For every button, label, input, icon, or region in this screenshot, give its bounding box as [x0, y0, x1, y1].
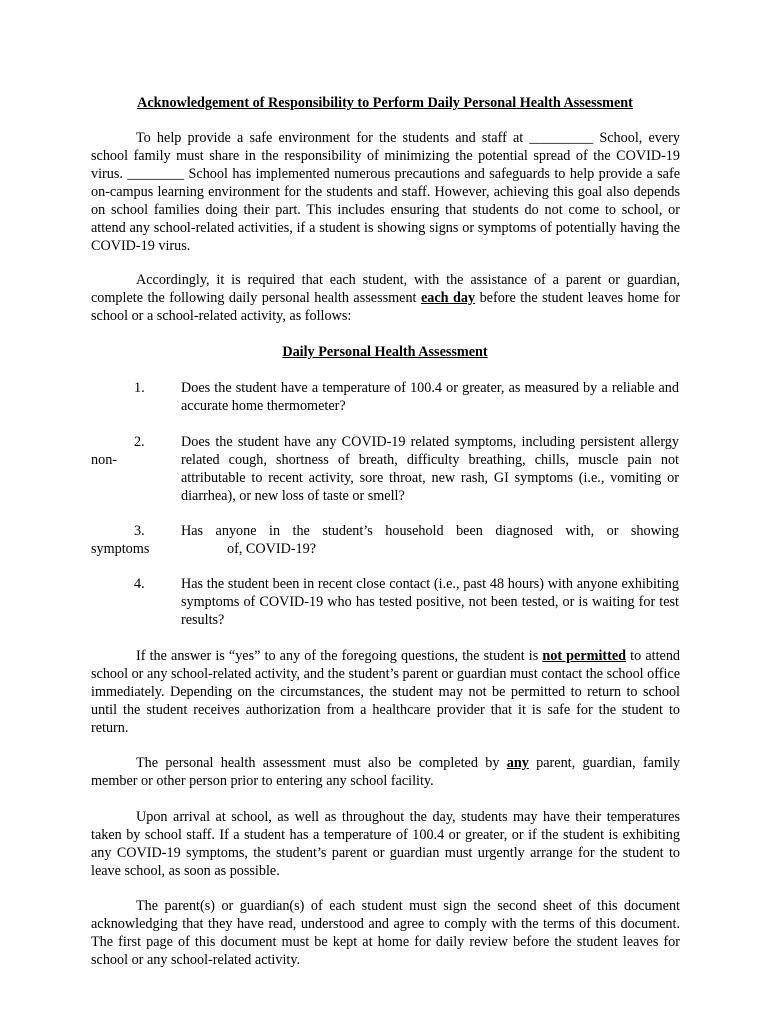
not-permitted-emphasis: not permitted — [542, 648, 627, 664]
answer-yes-paragraph — [91, 647, 680, 737]
question-3-text: Has anyone in the student’s household been diagnosed with, or showing — [181, 523, 679, 539]
intro-text: To help provide a safe environment for the students and staff at _________ School, every school family must share in the responsibility of minimizing the potential spread of the COVID-19 virus. ________ School has implemented numerous precautions and safeguards to help provide a safe on-campus learning environment for the students and staff. However, achieving this goal also depends on school families doing their part. This includes ensuring that students do not come to school, or attend any school-related activities, if a student is showing signs or symptoms of potentially having the COVID-19 virus. — [91, 130, 680, 254]
intro-paragraph — [91, 129, 680, 255]
question-3-text-line2: of, COVID-19? — [227, 541, 317, 557]
section-subtitle: Daily Personal Health Assessment — [282, 344, 488, 360]
answer-yes-text-pre: If the answer is “yes” to any of the foregoing questions, the student is — [136, 648, 543, 664]
question-4-text: Has the student been in recent close contact (i.e., past 48 hours) with anyone exhibiting symptoms of COVID-19 who has tested positive, not been tested, or is waiting for test results? — [181, 576, 679, 628]
answer-yes-text-post: to attend school or any school-related activity, and the student’s parent or guardian must contact the school office immediately. Depending on the circumstances, the student may not be permitted to return to school until the student receives authorization from a healthcare provider that it is safe for the student to return. — [91, 648, 681, 736]
arrival-text: Upon arrival at school, as well as throughout the day, students may have their temperatures taken by school staff. If a student has a temperature of 100.4 or greater, or if the student is exhibiting any COVID-19 symptoms, the student’s parent or guardian must urgently arrange for the student to leave school, as soon as possible. — [91, 809, 680, 879]
signature-paragraph — [91, 897, 680, 969]
any-person-text-post: parent, guardian, family member or other person prior to entering any school facility. — [91, 755, 680, 789]
question-4-number: 4. — [134, 576, 145, 592]
accordingly-paragraph — [91, 271, 680, 325]
question-1-number: 1. — [134, 380, 145, 396]
question-2-text: Does the student have any COVID-19 related symptoms, including persistent allergy related cough, shortness of breath, difficulty breathing, chills, muscle pain not attributable to recent activity, sore throat, new rash, GI symptoms (i.e., vomiting or diarrhea), or new loss of taste or smell? — [181, 434, 679, 504]
signature-text: The parent(s) or guardian(s) of each student must sign the second sheet of this document acknowledging that they have read, understood and agree to comply with the terms of this document. The first page of this document must be kept at home for daily review before the student leaves for school or any school-related activity. — [91, 898, 680, 968]
question-2-margin-word: non- — [91, 452, 118, 468]
question-1-text: Does the student have a temperature of 100.4 or greater, as measured by a reliable and accurate home thermometer? — [181, 380, 679, 414]
question-2-number: 2. — [134, 434, 145, 450]
question-3-number: 3. — [134, 523, 145, 539]
arrival-paragraph — [91, 808, 680, 880]
question-3-margin-word: symptoms — [91, 541, 150, 557]
document-title: Acknowledgement of Responsibility to Perform Daily Personal Health Assessment — [137, 95, 633, 111]
each-day-emphasis: each day — [420, 290, 476, 306]
accordingly-text-pre: Accordingly, it is required that each student, with the assistance of a parent or guardian, complete the following daily personal health assessment — [91, 272, 680, 306]
any-person-paragraph — [91, 754, 680, 790]
any-emphasis: any — [506, 755, 529, 771]
accordingly-text-post: before the student leaves home for school or a school-related activity, as follows: — [91, 290, 681, 324]
any-person-text-pre: The personal health assessment must also be completed by — [136, 755, 507, 771]
